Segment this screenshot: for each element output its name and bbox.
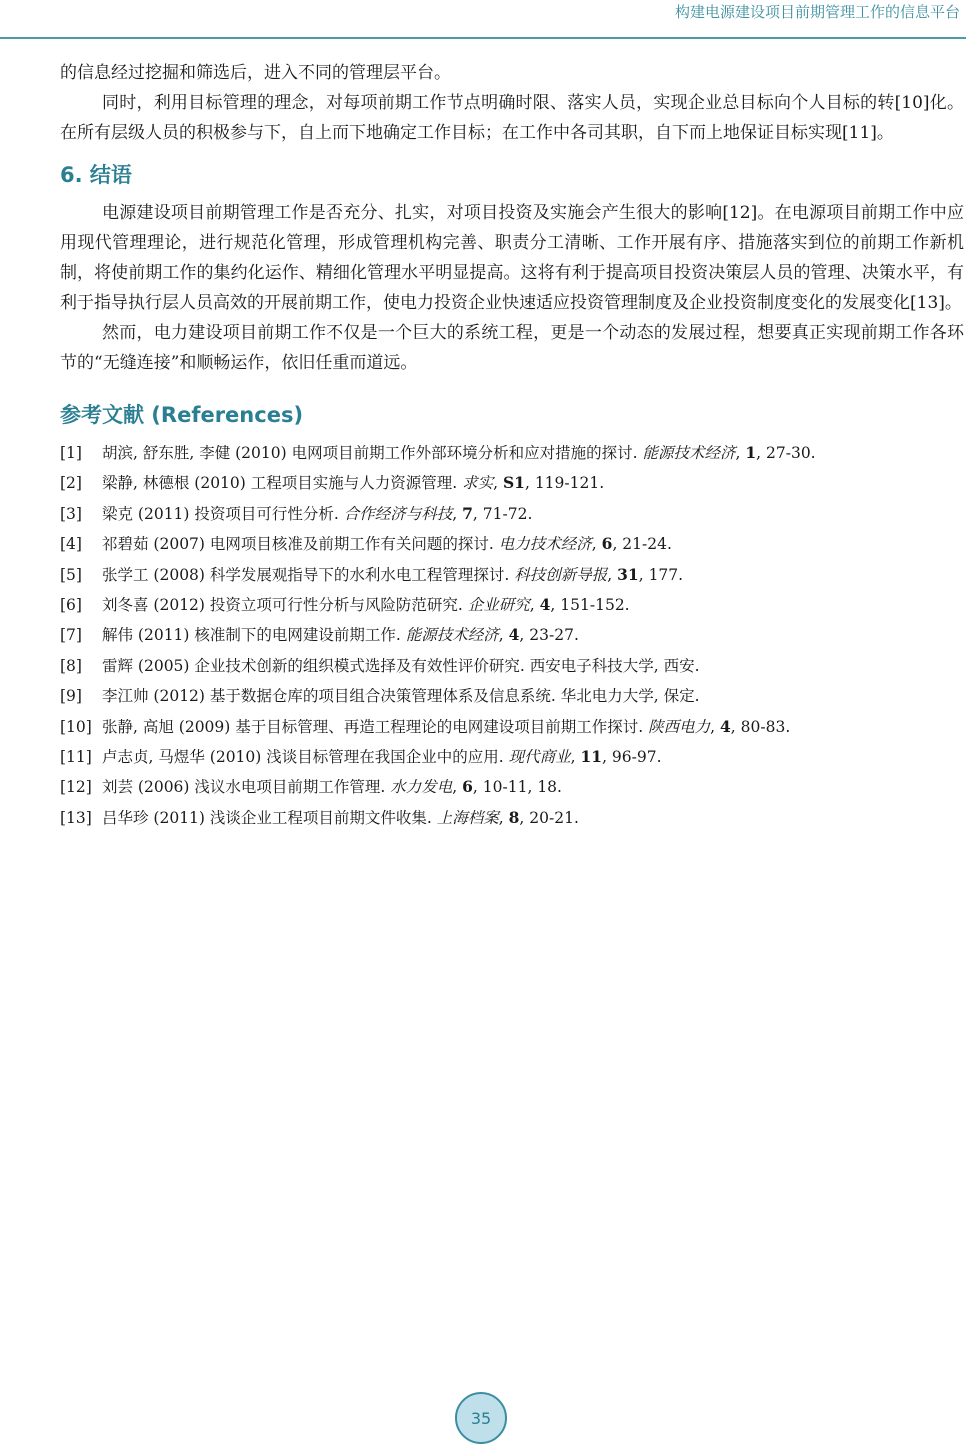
reference-pages: , 23-27. [519,626,579,645]
reference-volume: 4 [719,716,731,736]
reference-journal: 求实 [462,474,494,493]
reference-item [60,772,964,802]
reference-volume: 6 [601,534,613,554]
page-header [0,0,966,40]
reference-volume: 7 [462,503,473,523]
reference-journal: 现代商业 [508,748,571,767]
reference-number: [2] [60,474,82,493]
reference-number: [13] [60,808,92,827]
reference-text [102,468,604,498]
reference-volume: S1 [502,473,525,493]
reference-authors-title: 胡滨, 舒东胜, 李健 (2010) 电网项目前期工作外部环境分析和应对措施的探讨. [102,444,643,462]
reference-sep: , [529,596,540,615]
references-heading: 参考文献 (References) [60,403,304,427]
reference-number: [12] [60,778,92,797]
reference-text [102,620,579,650]
running-title: 构建电源建设项目前期管理工作的信息平台 [674,3,960,21]
reference-text [102,772,562,802]
page-number: 35 [470,1408,492,1428]
reference-authors-title: 刘芸 (2006) 浅议水电项目前期工作管理. [102,778,391,797]
reference-pages: , 177. [638,565,684,584]
reference-authors-title: 卢志贞, 马煜华 (2010) 浅谈目标管理在我国企业中的应用. [102,748,509,767]
reference-item [60,742,964,772]
reference-sep: , [570,748,581,767]
reference-volume: 1 [745,443,757,462]
paragraph: 同时，利用目标管理的理念，对每项前期工作节点明确时限、落实人员，实现企业总目标向个人目标的转[10]化。在所有层级人员的积极参与下，自上而下地确定工作目标；在工作中各司其职，自下而上地保证目标实现[11]。 [60,93,964,143]
page-content [60,58,964,833]
reference-number: [10] [60,717,92,736]
reference-text [102,742,662,772]
reference-journal: 能源技术经济 [642,444,736,462]
reference-sep: , [498,626,509,645]
reference-item [60,651,964,681]
reference-text [102,803,579,833]
reference-authors-title: 张学工 (2008) 科学发展观指导下的水利水电工程管理探讨. [102,565,515,584]
reference-item [60,468,964,498]
reference-volume: 11 [580,747,603,767]
reference-text [102,499,532,529]
reference-number: [6] [60,596,82,615]
reference-volume: 8 [508,807,520,827]
reference-pages: , 151-152. [550,596,630,615]
reference-text [102,529,672,559]
reference-pages: , 21-24. [612,535,672,554]
reference-authors-title: 刘冬喜 (2012) 投资立项可行性分析与风险防范研究. [102,596,468,615]
reference-sep: , [607,565,618,584]
reference-sep: , [591,535,602,554]
paragraph: 然而，电力建设项目前期工作不仅是一个巨大的系统工程，更是一个动态的发展过程，想要真正实现前期工作各环节的“无缝连接”和顺畅运作，依旧任重而道远。 [60,323,964,373]
reference-pages: , 71-72. [472,504,533,523]
reference-number: [9] [60,687,82,706]
reference-number: [11] [60,748,92,767]
reference-list [60,438,964,833]
page-number-badge [455,1392,507,1444]
reference-item [60,803,964,833]
reference-pages: , 80-83. [730,717,791,736]
reference-number: [8] [60,656,82,675]
reference-item [60,560,964,590]
reference-journal: 企业研究 [467,596,530,615]
reference-volume: 31 [617,564,639,584]
reference-item [60,529,964,559]
reference-item [60,438,964,468]
reference-journal: 能源技术经济 [405,626,499,645]
reference-volume: 6 [462,777,473,797]
paragraph: 电源建设项目前期管理工作是否充分、扎实，对项目投资及实施会产生很大的影响[12]。在电源项目前期工作中应用现代管理理论，进行规范化管理，形成管理机构完善、职责分工清晰、工作开展有序、措施落实到位的前期工作新机制，将使前期工作的集约化运作、精细化管理水平明显提高。这将有利于提高项目投资决策层人员的管理、决策水平，有利于指导执行层人员高效的开展前期工作，使电力投资企业快速适应投资管理制度及企业投资制度变化的发展变化[13]。 [60,203,964,313]
reference-journal: 电力技术经济 [498,535,592,554]
reference-pages: , 96-97. [602,748,662,767]
reference-text: 李江帅 (2012) 基于数据仓库的项目组合决策管理体系及信息系统. 华北电力大学, 保定. [102,687,700,706]
reference-pages: , 27-30. [756,444,816,462]
reference-text: 雷辉 (2005) 企业技术创新的组织模式选择及有效性评价研究. 西安电子科技大学, 西安. [102,656,700,675]
reference-sep: , [735,444,746,462]
reference-sep: , [452,504,463,523]
reference-number: [3] [60,504,82,523]
section-heading-conclusion: 6. 结语 [60,163,132,187]
reference-authors-title: 梁静, 林德根 (2010) 工程项目实施与人力资源管理. [102,474,463,493]
reference-pages: , 119-121. [524,474,605,493]
reference-pages: , 10-11, 18. [472,778,562,797]
reference-journal: 上海档案 [436,808,499,827]
reference-authors-title: 祁碧茹 (2007) 电网项目核准及前期工作有关问题的探讨. [102,535,499,554]
reference-journal: 合作经济与科技 [343,504,453,523]
reference-number: [4] [60,535,82,554]
reference-item [60,499,964,529]
reference-text [102,560,683,590]
reference-item [60,620,964,650]
reference-item [60,712,964,742]
reference-journal: 科技创新导报 [514,565,608,584]
reference-number: [5] [60,565,82,584]
reference-number: [1] [60,444,82,462]
reference-sep: , [498,808,509,827]
reference-authors-title: 解伟 (2011) 核准制下的电网建设前期工作. [102,626,406,645]
reference-pages: , 20-21. [519,808,579,827]
reference-sep: , [452,778,463,797]
reference-sep: , [710,717,720,736]
reference-text [102,438,816,468]
reference-volume: 4 [539,595,551,615]
reference-text [102,712,790,742]
reference-item [60,681,964,711]
reference-text [102,590,630,620]
reference-sep: , [493,474,503,493]
reference-item [60,590,964,620]
reference-volume: 4 [508,625,520,645]
reference-authors-title: 张静, 高旭 (2009) 基于目标管理、再造工程理论的电网建设项目前期工作探讨. [102,717,649,736]
reference-journal: 水力发电 [390,778,453,797]
reference-authors-title: 吕华珍 (2011) 浅谈企业工程项目前期文件收集. [102,808,437,827]
reference-authors-title: 梁克 (2011) 投资项目可行性分析. [102,504,344,523]
header-divider [0,37,966,39]
paragraph: 的信息经过挖掘和筛选后，进入不同的管理层平台。 [60,63,451,83]
reference-number: [7] [60,626,82,645]
reference-journal: 陕西电力 [648,717,711,736]
